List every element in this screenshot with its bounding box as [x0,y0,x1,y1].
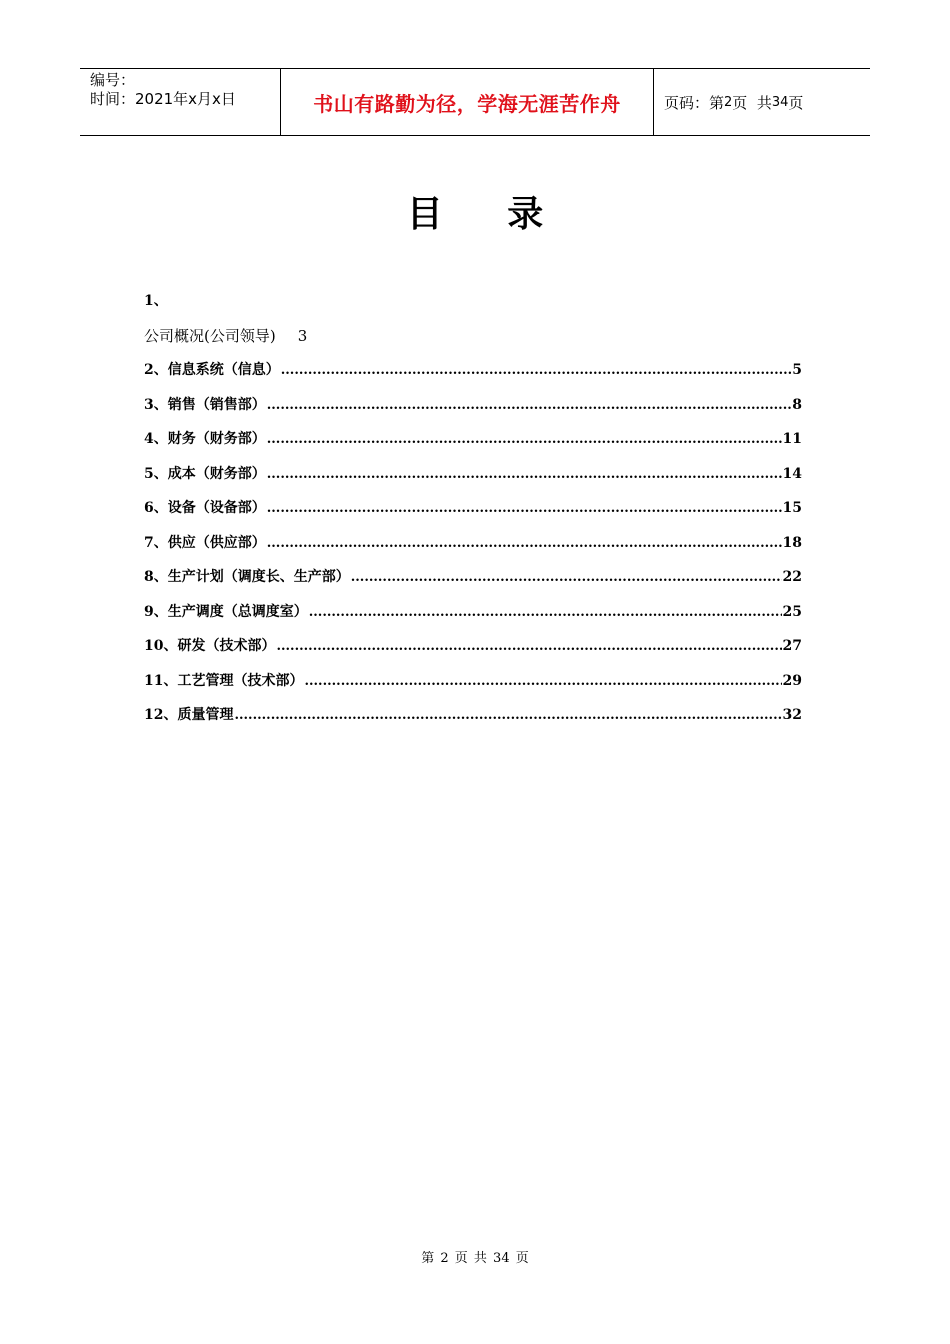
toc-first-label: 公司概况(公司领导) [144,326,276,345]
toc-entry-page: 15 [782,500,802,516]
toc-first-number-line [144,290,802,325]
toc-first-number: 1、 [144,293,168,309]
toc-entry[interactable] [144,428,802,463]
toc-leader-dots [309,604,782,620]
page-header [80,68,870,136]
toc-entry[interactable] [144,566,802,601]
toc-entry-label: 4、财务（财务部） [144,431,266,447]
toc-entry-label: 9、生产调度（总调度室） [144,603,308,620]
toc-entry-label: 7、供应（供应部） [144,534,266,551]
table-of-contents [144,290,802,739]
toc-first-page: 3 [297,326,308,345]
toc-entry-page: 29 [782,672,802,689]
page-title: 目 录 [406,194,570,235]
toc-leader-dots [267,535,782,551]
toc-leader-dots [267,397,792,413]
toc-entry-page: 14 [782,465,802,482]
toc-entry[interactable] [144,463,802,498]
header-page-current: 2 [724,94,733,110]
toc-entry-page: 25 [782,603,802,620]
toc-entry[interactable] [144,394,802,429]
toc-entry-page: 8 [792,396,802,413]
toc-entry[interactable] [144,359,802,394]
toc-leader-dots [267,500,782,516]
toc-leader-dots [234,707,781,723]
header-page-cell [654,69,870,135]
toc-entry-page: 32 [782,707,802,723]
toc-entry-page: 5 [792,362,802,378]
toc-entry-page: 18 [782,534,802,551]
header-motto: 书山有路勤为径，学海无涯苦作舟 [313,91,621,116]
toc-entry[interactable] [144,532,802,567]
toc-entry-label: 2、信息系统（信息） [144,362,280,378]
toc-entry-label: 5、成本（财务部） [144,465,266,482]
document-number-label: 编号： [90,71,136,89]
toc-leader-dots [351,569,782,585]
header-motto-cell [281,69,654,135]
toc-entry[interactable] [144,704,802,739]
header-page-mid: 页 共 [732,93,772,112]
toc-entry[interactable] [144,635,802,670]
toc-entry-label: 11、工艺管理（技术部） [144,672,304,689]
header-meta-cell [80,69,281,135]
toc-leader-dots [276,638,781,654]
toc-entry[interactable] [144,601,802,636]
toc-first-entry[interactable] [144,325,802,360]
toc-entry[interactable] [144,670,802,705]
page-footer: 第 2 页 共 34 页 [421,1251,529,1266]
toc-entry-label: 8、生产计划（调度长、生产部） [144,569,350,585]
toc-leader-dots [281,362,792,378]
toc-entry-label: 10、研发（技术部） [144,638,276,654]
toc-entry-page: 27 [782,638,802,654]
toc-leader-dots [267,466,782,482]
header-page-suffix: 页 [788,93,804,112]
header-page-total: 34 [771,94,789,110]
toc-leader-dots [267,431,782,447]
toc-entry-label: 6、设备（设备部） [144,500,266,516]
document-time-label: 时间：2021年x月x日 [90,90,236,108]
toc-entry-label: 12、质量管理 [144,707,234,723]
header-page-prefix: 页码：第 [664,93,725,112]
toc-entry-page: 11 [782,431,802,447]
toc-leader-dots [304,673,781,689]
toc-entry[interactable] [144,497,802,532]
toc-entry-label: 3、销售（销售部） [144,396,266,413]
toc-entry-page: 22 [782,569,802,585]
